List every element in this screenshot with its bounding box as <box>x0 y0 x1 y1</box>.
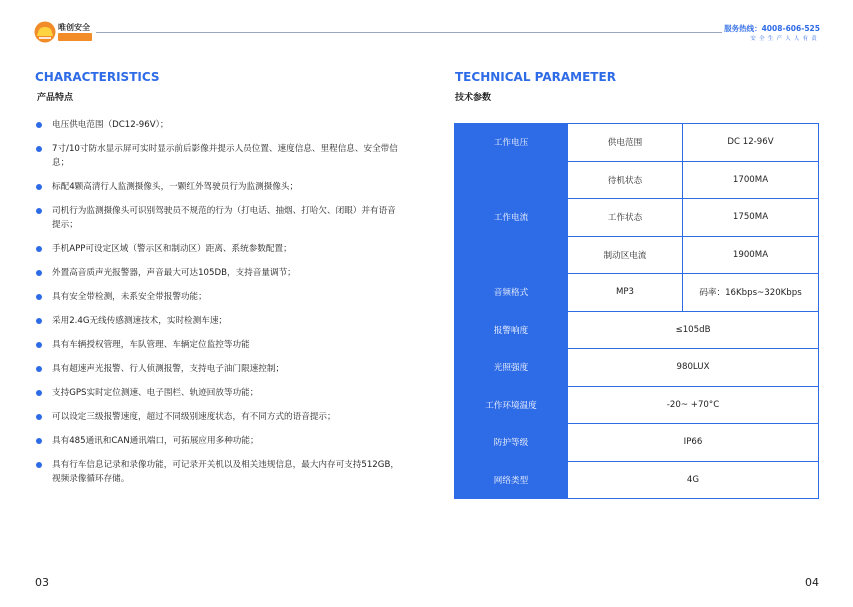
page-number-left: 03 <box>35 576 49 589</box>
bullet-icon <box>36 342 42 348</box>
param-label: 光照强度 <box>455 349 568 387</box>
bullet-icon <box>36 390 42 396</box>
feature-list <box>36 118 404 496</box>
param-value: DC 12-96V <box>683 124 819 162</box>
param-label: 网络类型 <box>455 461 568 499</box>
param-value: 码率：16Kbps~320Kbps <box>683 274 819 312</box>
service-hotline: 服务热线：4008-606-525 <box>724 24 820 33</box>
bullet-icon <box>36 246 42 252</box>
feature-item: 外置高音质声光报警器，声音最大可达105DB，支持音量调节； <box>36 266 404 280</box>
feature-item: 手机APP可设定区域（警示区和制动区）距离、系统参数配置； <box>36 242 404 256</box>
feature-item: 具有485通讯和CAN通讯端口，可拓展应用多种功能； <box>36 434 404 448</box>
table-row <box>455 274 819 312</box>
param-value: 980LUX <box>568 349 819 387</box>
param-value: -20~ +70°C <box>568 386 819 424</box>
param-value: IP66 <box>568 424 819 462</box>
brand-bar <box>58 33 92 41</box>
table-row <box>455 124 819 162</box>
bullet-icon <box>36 462 42 468</box>
bullet-icon <box>36 208 42 214</box>
feature-item: 7寸/10寸防水显示屏可实时显示前后影像并提示人员位置、速度信息、里程信息、安全带信息； <box>36 142 404 170</box>
param-value: ≤105dB <box>568 311 819 349</box>
param-value: 1700MA <box>683 161 819 199</box>
param-name: 制动区电流 <box>568 236 683 274</box>
table-row <box>455 461 819 499</box>
feature-item: 具有行车信息记录和录像功能，可记录开关机以及相关违规信息，最大内存可支持512GB，视频录像循环存储。 <box>36 458 404 486</box>
bullet-icon <box>36 414 42 420</box>
feature-item: 司机行为监测摄像头可识别驾驶员不规范的行为（打电话、抽烟、打哈欠、闭眼）并有语音提示； <box>36 204 404 232</box>
spec-table <box>454 123 819 499</box>
feature-item: 标配4颗高清行人监测摄像头，一颗红外驾驶员行为监测摄像头； <box>36 180 404 194</box>
technical-parameter-title: TECHNICAL PARAMETER <box>455 70 616 84</box>
param-label: 音频格式 <box>455 274 568 312</box>
company-logo <box>34 21 94 43</box>
table-row <box>455 349 819 387</box>
bullet-icon <box>36 270 42 276</box>
param-label: 报警响度 <box>455 311 568 349</box>
feature-item: 电压供电范围（DC12-96V）； <box>36 118 404 132</box>
feature-item: 具有超速声光报警、行人侦测报警，支持电子油门限速控制； <box>36 362 404 376</box>
characteristics-title: CHARACTERISTICS <box>35 70 160 84</box>
feature-item: 采用2.4G无线传感测速技术，实时检测车速； <box>36 314 404 328</box>
table-row <box>455 424 819 462</box>
param-label: 工作电压 <box>455 124 568 162</box>
bullet-icon <box>36 438 42 444</box>
bullet-icon <box>36 146 42 152</box>
table-row <box>455 386 819 424</box>
header-divider <box>96 32 722 33</box>
bullet-icon <box>36 122 42 128</box>
bullet-icon <box>36 294 42 300</box>
header-slogan: 安全生产人人有责 <box>750 36 820 42</box>
param-name: 供电范围 <box>568 124 683 162</box>
param-name: MP3 <box>568 274 683 312</box>
param-name: 待机状态 <box>568 161 683 199</box>
param-value: 4G <box>568 461 819 499</box>
helmet-icon <box>34 21 56 43</box>
bullet-icon <box>36 184 42 190</box>
page-number-right: 04 <box>805 576 819 589</box>
param-label: 工作环境温度 <box>455 386 568 424</box>
table-row <box>455 161 819 199</box>
characteristics-subtitle: 产品特点 <box>37 93 74 103</box>
feature-item: 具有车辆授权管理，车队管理、车辆定位监控等功能 <box>36 338 404 352</box>
feature-item: 具有安全带检测，未系安全带报警功能； <box>36 290 404 304</box>
param-value: 1900MA <box>683 236 819 274</box>
bullet-icon <box>36 318 42 324</box>
param-name: 工作状态 <box>568 199 683 237</box>
param-value: 1750MA <box>683 199 819 237</box>
technical-parameter-subtitle: 技术参数 <box>455 93 492 103</box>
brand-name: 唯创安全 <box>58 23 90 32</box>
table-row <box>455 311 819 349</box>
param-label: 防护等级 <box>455 424 568 462</box>
feature-item: 支持GPS实时定位测速、电子围栏、轨迹回放等功能； <box>36 386 404 400</box>
feature-item: 可以设定三级报警速度，超过不同级别速度状态，有不同方式的语音提示； <box>36 410 404 424</box>
param-label: 工作电流 <box>455 161 568 274</box>
bullet-icon <box>36 366 42 372</box>
